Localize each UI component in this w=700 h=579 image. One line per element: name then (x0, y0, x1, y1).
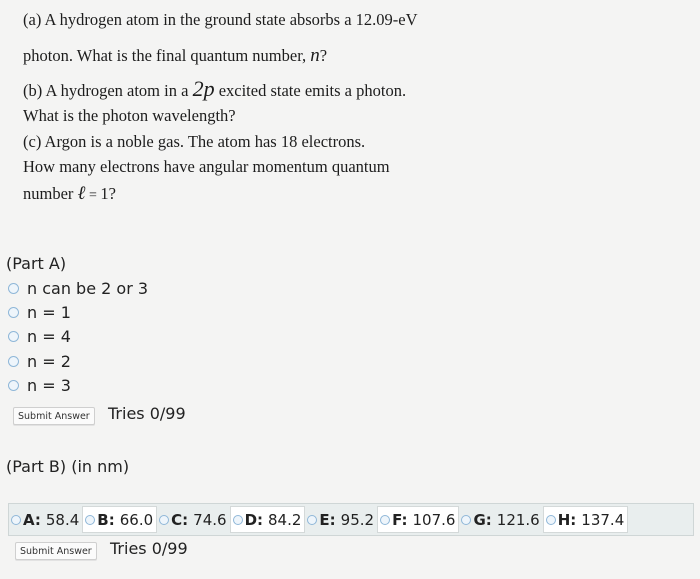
option-key: A: (23, 510, 41, 529)
radio-button-icon[interactable] (461, 515, 471, 525)
option-value: 107.6 (412, 510, 456, 529)
radio-button-icon[interactable] (11, 515, 21, 525)
part-a-tries: Tries 0/99 (108, 404, 186, 423)
choice-label: n can be 2 or 3 (27, 278, 149, 298)
part-a-choice[interactable] (8, 375, 71, 395)
equals-sign: = (85, 188, 101, 203)
option-b[interactable] (82, 506, 157, 533)
option-a[interactable] (9, 506, 82, 533)
choice-label: n = 1 (27, 302, 71, 322)
option-key: F: (392, 510, 408, 529)
radio-button-icon[interactable] (85, 515, 95, 525)
radio-button-icon[interactable] (546, 515, 556, 525)
question-line-7-end: 1? (100, 184, 116, 203)
part-a-choice[interactable] (8, 326, 71, 346)
option-f[interactable] (377, 506, 459, 533)
option-g[interactable] (459, 506, 542, 533)
option-key: H: (557, 510, 577, 529)
radio-button-icon[interactable] (8, 380, 19, 391)
question-line-1: (a) A hydrogen atom in the ground state absorbs a 12.09-eV (23, 10, 418, 29)
choice-label: n = 4 (27, 326, 71, 346)
part-a-submit-button[interactable]: Submit Answer (13, 407, 95, 425)
question-line-7 (23, 183, 116, 205)
part-b-submit-button[interactable]: Submit Answer (15, 542, 97, 560)
question-line-3 (23, 76, 406, 102)
option-value: 137.4 (581, 510, 625, 529)
part-b-options (8, 503, 694, 536)
question-line-2 (23, 45, 327, 67)
question-line-3-text: (b) A hydrogen atom in a (23, 81, 193, 100)
radio-button-icon[interactable] (8, 356, 19, 367)
radio-button-icon[interactable] (8, 331, 19, 342)
radio-button-icon[interactable] (380, 515, 390, 525)
part-a-choice[interactable] (8, 351, 71, 371)
question-line-2-end: ? (319, 46, 328, 65)
question-line-5: (c) Argon is a noble gas. The atom has 18 electrons. (23, 132, 366, 151)
choice-label: n = 2 (27, 351, 71, 371)
option-key: G: (473, 510, 492, 529)
question-line-4: What is the photon wavelength? (23, 106, 236, 125)
option-key: E: (319, 510, 336, 529)
option-value: 58.4 (45, 510, 80, 529)
option-value: 66.0 (119, 510, 154, 529)
orbital-symbol: 2p (192, 76, 215, 101)
option-value: 121.6 (496, 510, 540, 529)
option-h[interactable] (543, 506, 629, 533)
quantum-number-symbol: n (310, 45, 320, 66)
option-e[interactable] (305, 506, 377, 533)
option-key: C: (171, 510, 189, 529)
angular-momentum-symbol: ℓ (77, 183, 86, 204)
part-b-tries: Tries 0/99 (110, 539, 188, 558)
part-b-title: (Part B) (in nm) (6, 457, 130, 476)
question-line-3-end: excited state emits a photon. (214, 81, 407, 100)
radio-button-icon[interactable] (159, 515, 169, 525)
radio-button-icon[interactable] (8, 307, 19, 318)
question-line-7-text: number (23, 184, 78, 203)
part-a-choice[interactable] (8, 278, 148, 298)
option-d[interactable] (230, 506, 306, 533)
radio-button-icon[interactable] (8, 283, 19, 294)
radio-button-icon[interactable] (307, 515, 317, 525)
choice-label: n = 3 (27, 375, 71, 395)
question-line-6: How many electrons have angular momentum quantum (23, 157, 390, 176)
option-key: B: (97, 510, 115, 529)
part-a-title: (Part A) (6, 254, 67, 273)
option-value: 74.6 (193, 510, 227, 529)
part-a-choice[interactable] (8, 302, 71, 322)
option-value: 84.2 (268, 510, 302, 529)
option-value: 95.2 (340, 510, 375, 529)
question-line-2-text: photon. What is the final quantum number, (23, 46, 311, 65)
option-key: D: (244, 510, 264, 529)
option-c[interactable] (157, 506, 229, 533)
radio-button-icon[interactable] (233, 515, 243, 525)
